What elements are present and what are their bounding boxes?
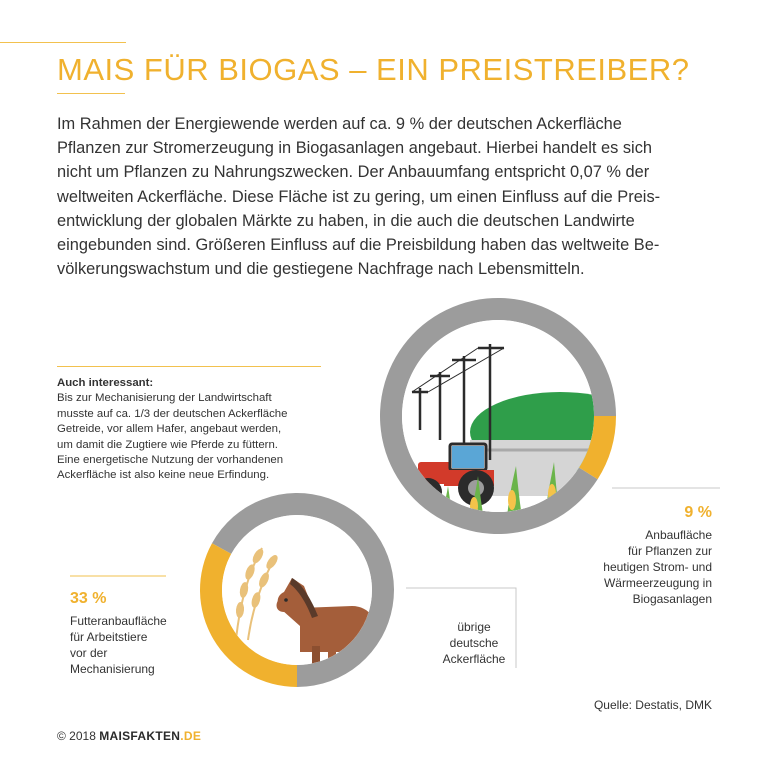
aside-line: um damit die Zugtiere wie Pferde zu füttern. — [57, 438, 278, 451]
intro-line: weltweiten Ackerfläche. Diese Fläche ist zu gering, um einen Einfluss auf die Preis- — [57, 187, 661, 206]
aside-box — [57, 376, 327, 484]
label-line: deutsche — [449, 636, 499, 650]
aside-line: musste auf ca. 1/3 der deutschen Ackerfläche — [57, 407, 288, 420]
aside-line: Eine energetische Nutzung der vorhandenen — [57, 454, 284, 467]
label-line: Biogasanlagen — [632, 592, 712, 606]
intro-line: Im Rahmen der Energiewende werden auf ca. 9 % der deutschen Ackerfläche — [57, 115, 622, 133]
label-line: Mechanisierung — [70, 662, 155, 676]
intro-line: Pflanzen zur Stromerzeugung in Biogasanlagen angebaut. Hierbei handelt es sich — [57, 139, 653, 158]
aside-line: Getreide, vor allem Hafer, angebaut werden, — [57, 423, 282, 436]
label-line: Futteranbaufläche — [70, 614, 167, 628]
intro-line: entwicklung der globalen Märkte zu haben, in die auch die deutschen Landwirte — [57, 211, 635, 230]
brand-logo[interactable] — [99, 729, 201, 743]
intro-line: eingebunden sind. Größeren Einfluss auf die Preisbildung haben das weltweite Be- — [57, 236, 660, 255]
footer — [57, 729, 201, 743]
label-line: heutigen Strom- und — [603, 560, 712, 574]
biogas-slice-label — [603, 527, 712, 607]
intro-line: nicht um Pflanzen zu Nahrungszwecken. Der Anbauumfang entspricht 0,07 % der — [57, 163, 650, 182]
label-line: Wärmeerzeugung in — [603, 576, 712, 590]
page-title: MAIS FÜR BIOGAS – EIN PREISTREIBER? — [57, 52, 690, 87]
label-line: Anbaufläche — [645, 528, 712, 542]
horse-value-label: 33 % — [70, 590, 107, 607]
intro-line: völkerungswachstum und die gestiegene Nachfrage nach Lebensmitteln. — [57, 260, 585, 279]
label-line: vor der — [70, 646, 108, 660]
source-note: Quelle: Destatis, DMK — [593, 698, 712, 712]
brand-tld: DE — [183, 729, 202, 743]
label-line: für Pflanzen zur — [627, 544, 712, 558]
copyright: © 2018 — [57, 729, 96, 743]
brand-main: MAISFAKTEN — [99, 729, 181, 743]
aside-line: Bis zur Mechanisierung der Landwirtschaft — [57, 392, 272, 405]
aside-heading: Auch interessant: — [57, 377, 154, 389]
label-line: Ackerfläche — [442, 652, 506, 666]
label-line: übrige — [457, 620, 491, 634]
rest-slice-label — [436, 619, 512, 667]
label-line: für Arbeitstiere — [70, 630, 148, 644]
horse-slice-label — [70, 613, 167, 677]
brand-dot: . — [180, 729, 184, 743]
biogas-value-label: 9 % — [684, 504, 712, 521]
aside-line: Ackerfläche ist also keine neue Erfindung. — [57, 469, 270, 482]
